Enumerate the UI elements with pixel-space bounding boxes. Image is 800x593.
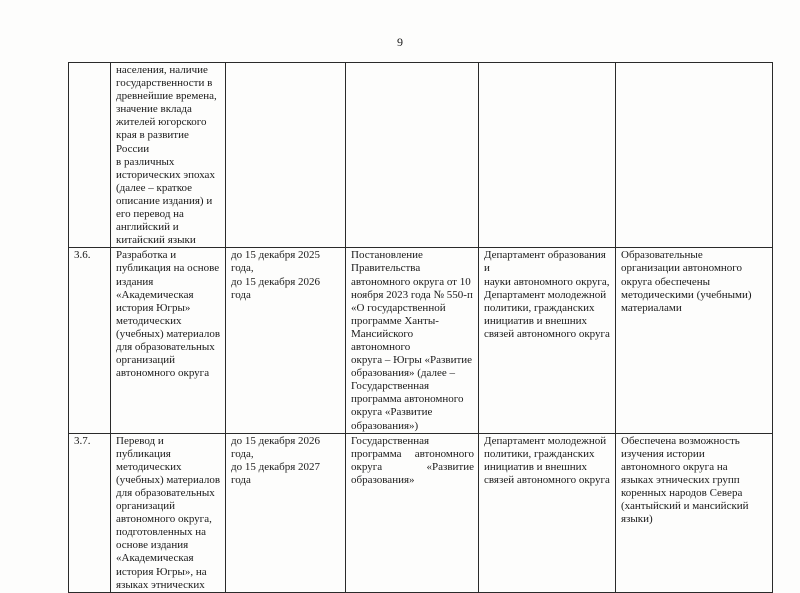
item-basis <box>346 63 479 248</box>
item-basis: Постановление Правительства автономного округа от 10 ноября 2023 года № 550-п «О государственной программе Ханты- Мансийского автономного округа – Югры «Развитие образования» (далее – Государственная программа автономного округа «Развитие образования») <box>346 248 479 433</box>
item-result: Образовательные организации автономного округа обеспечены методическими (учебными) материалами <box>616 248 773 433</box>
page-number: 9 <box>397 35 403 49</box>
item-name: Перевод и публикация методических (учебных) материалов для образовательных организаций автономного округа, подготовленных на основе издания «Академическая история Югры», на языках этнических <box>111 433 226 592</box>
item-number: 3.6. <box>69 248 111 433</box>
item-result <box>616 63 773 248</box>
table-row <box>69 248 773 433</box>
item-deadline: до 15 декабря 2025 года, до 15 декабря 2026 года <box>226 248 346 433</box>
item-deadline: до 15 декабря 2026 года, до 15 декабря 2027 года <box>226 433 346 592</box>
item-name: населения, наличие государственности в древнейшие времена, значение вклада жителей югорского края в развитие России в различных исторических эпохах (далее – краткое описание издания) и его перевод на английский и китайский языки <box>111 63 226 248</box>
item-number <box>69 63 111 248</box>
item-number: 3.7. <box>69 433 111 592</box>
item-responsible: Департамент молодежной политики, гражданских инициатив и внешних связей автономного округа <box>479 433 616 592</box>
table-row <box>69 63 773 248</box>
table-row <box>69 433 773 592</box>
item-responsible <box>479 63 616 248</box>
item-name: Разработка и публикация на основе издания «Академическая история Югры» методических (учебных) материалов для образовательных организаций автономного округа <box>111 248 226 433</box>
item-deadline <box>226 63 346 248</box>
item-responsible: Департамент образования и науки автономного округа, Департамент молодежной политики, гражданских инициатив и внешних связей автономного округа <box>479 248 616 433</box>
measures-table <box>68 62 773 593</box>
item-result: Обеспечена возможность изучения истории автономного округа на языках этнических групп коренных народов Севера (хантыйский и мансийский языки) <box>616 433 773 592</box>
item-basis: Государственная программа автономного округа «Развитие образования» <box>346 433 479 592</box>
